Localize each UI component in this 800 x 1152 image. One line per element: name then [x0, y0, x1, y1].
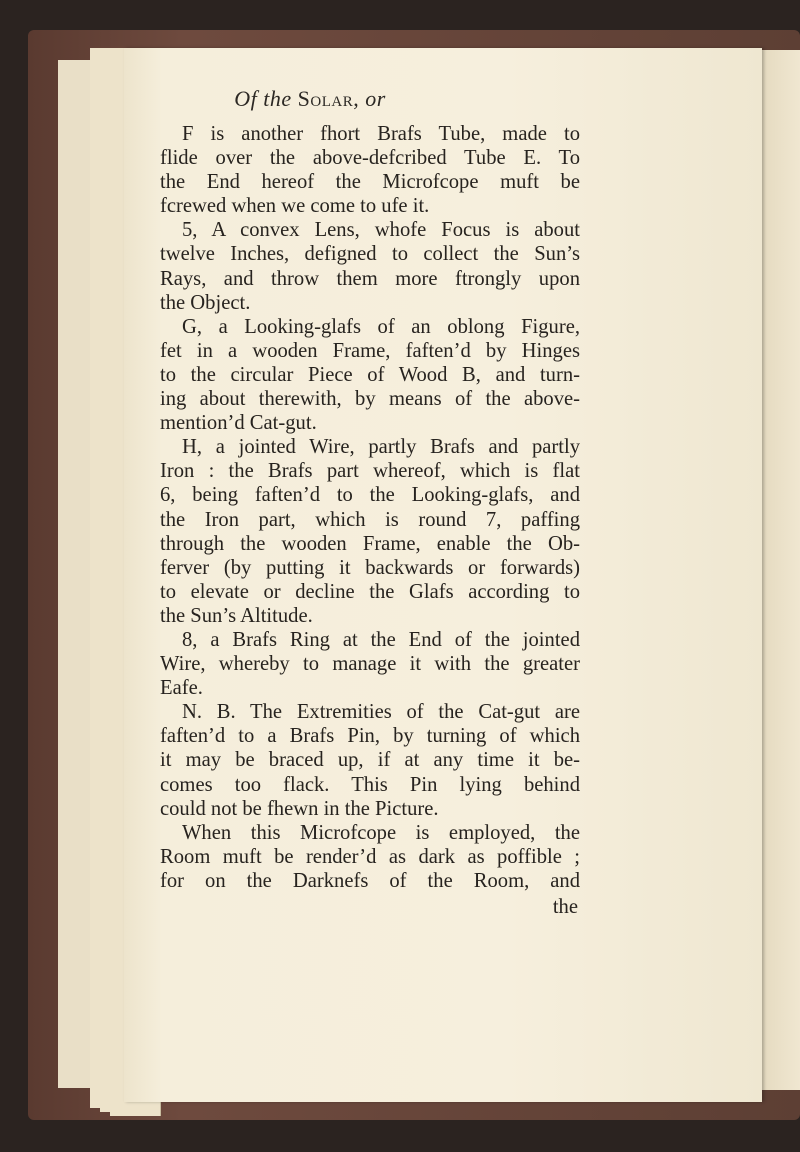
running-header — [180, 86, 440, 112]
text-line: the Object. — [160, 291, 251, 314]
text-line: to elevate or decline the Glafs according to — [160, 580, 580, 603]
text-line: 8, a Brafs Ring at the End of the jointed — [182, 628, 580, 651]
catchword: the — [552, 896, 578, 918]
text-line: the Sun’s Altitude. — [160, 604, 313, 627]
text-line: G, a Looking-glafs of an oblong Figure, — [182, 315, 580, 338]
text-line: could not be fhewn in the Picture. — [160, 797, 439, 820]
text-line: 5, A convex Lens, whofe Focus is about — [182, 219, 580, 242]
text-line: it may be braced up, if at any time it be- — [160, 749, 580, 772]
text-line: the Iron part, which is round 7, paffing — [160, 508, 580, 531]
text-line: comes too flack. This Pin lying behind — [160, 773, 580, 796]
text-line: Wire, whereby to manage it with the greater — [160, 653, 580, 676]
text-line: Eafe. — [160, 677, 203, 700]
text-line: flide over the above-defcribed Tube E. To — [160, 147, 580, 170]
text-line: N. B. The Extremities of the Cat-gut are — [182, 701, 580, 724]
text-line: H, a jointed Wire, partly Brafs and partly — [182, 436, 580, 459]
next-page-edge — [756, 50, 800, 1090]
text-line: Rays, and throw them more ftrongly upon — [160, 267, 580, 290]
text-line: ing about therewith, by means of the above- — [160, 388, 580, 411]
text-line: 6, being faften’d to the Looking-glafs, and — [160, 484, 580, 507]
text-line: When this Microfcope is employed, the — [182, 821, 580, 844]
header-or: or — [365, 86, 386, 111]
text-line: F is another fhort Brafs Tube, made to — [182, 123, 580, 145]
text-line: twelve Inches, defigned to collect the Sun’s — [160, 243, 580, 266]
page-body-text — [160, 122, 580, 893]
text-line: for on the Darknefs of the Room, and — [160, 869, 580, 892]
text-line: through the wooden Frame, enable the Ob- — [160, 532, 580, 555]
text-line: to the circular Piece of Wood B, and turn- — [160, 363, 580, 386]
header-of-the: Of the — [234, 86, 292, 111]
header-title: Solar, — [297, 86, 360, 111]
text-line: ferver (by putting it backwards or forwards) — [160, 556, 580, 579]
text-line: Room muft be render’d as dark as poffible ; — [160, 845, 580, 868]
text-line: faften’d to a Brafs Pin, by turning of which — [160, 725, 580, 748]
text-line: mention’d Cat-gut. — [160, 412, 317, 435]
text-line: fcrewed when we come to ufe it. — [160, 195, 430, 218]
text-line: fet in a wooden Frame, faften’d by Hinges — [160, 339, 580, 362]
text-line: the End hereof the Microfcope muft be — [160, 171, 580, 194]
text-line: Iron : the Brafs part whereof, which is flat — [160, 460, 580, 483]
